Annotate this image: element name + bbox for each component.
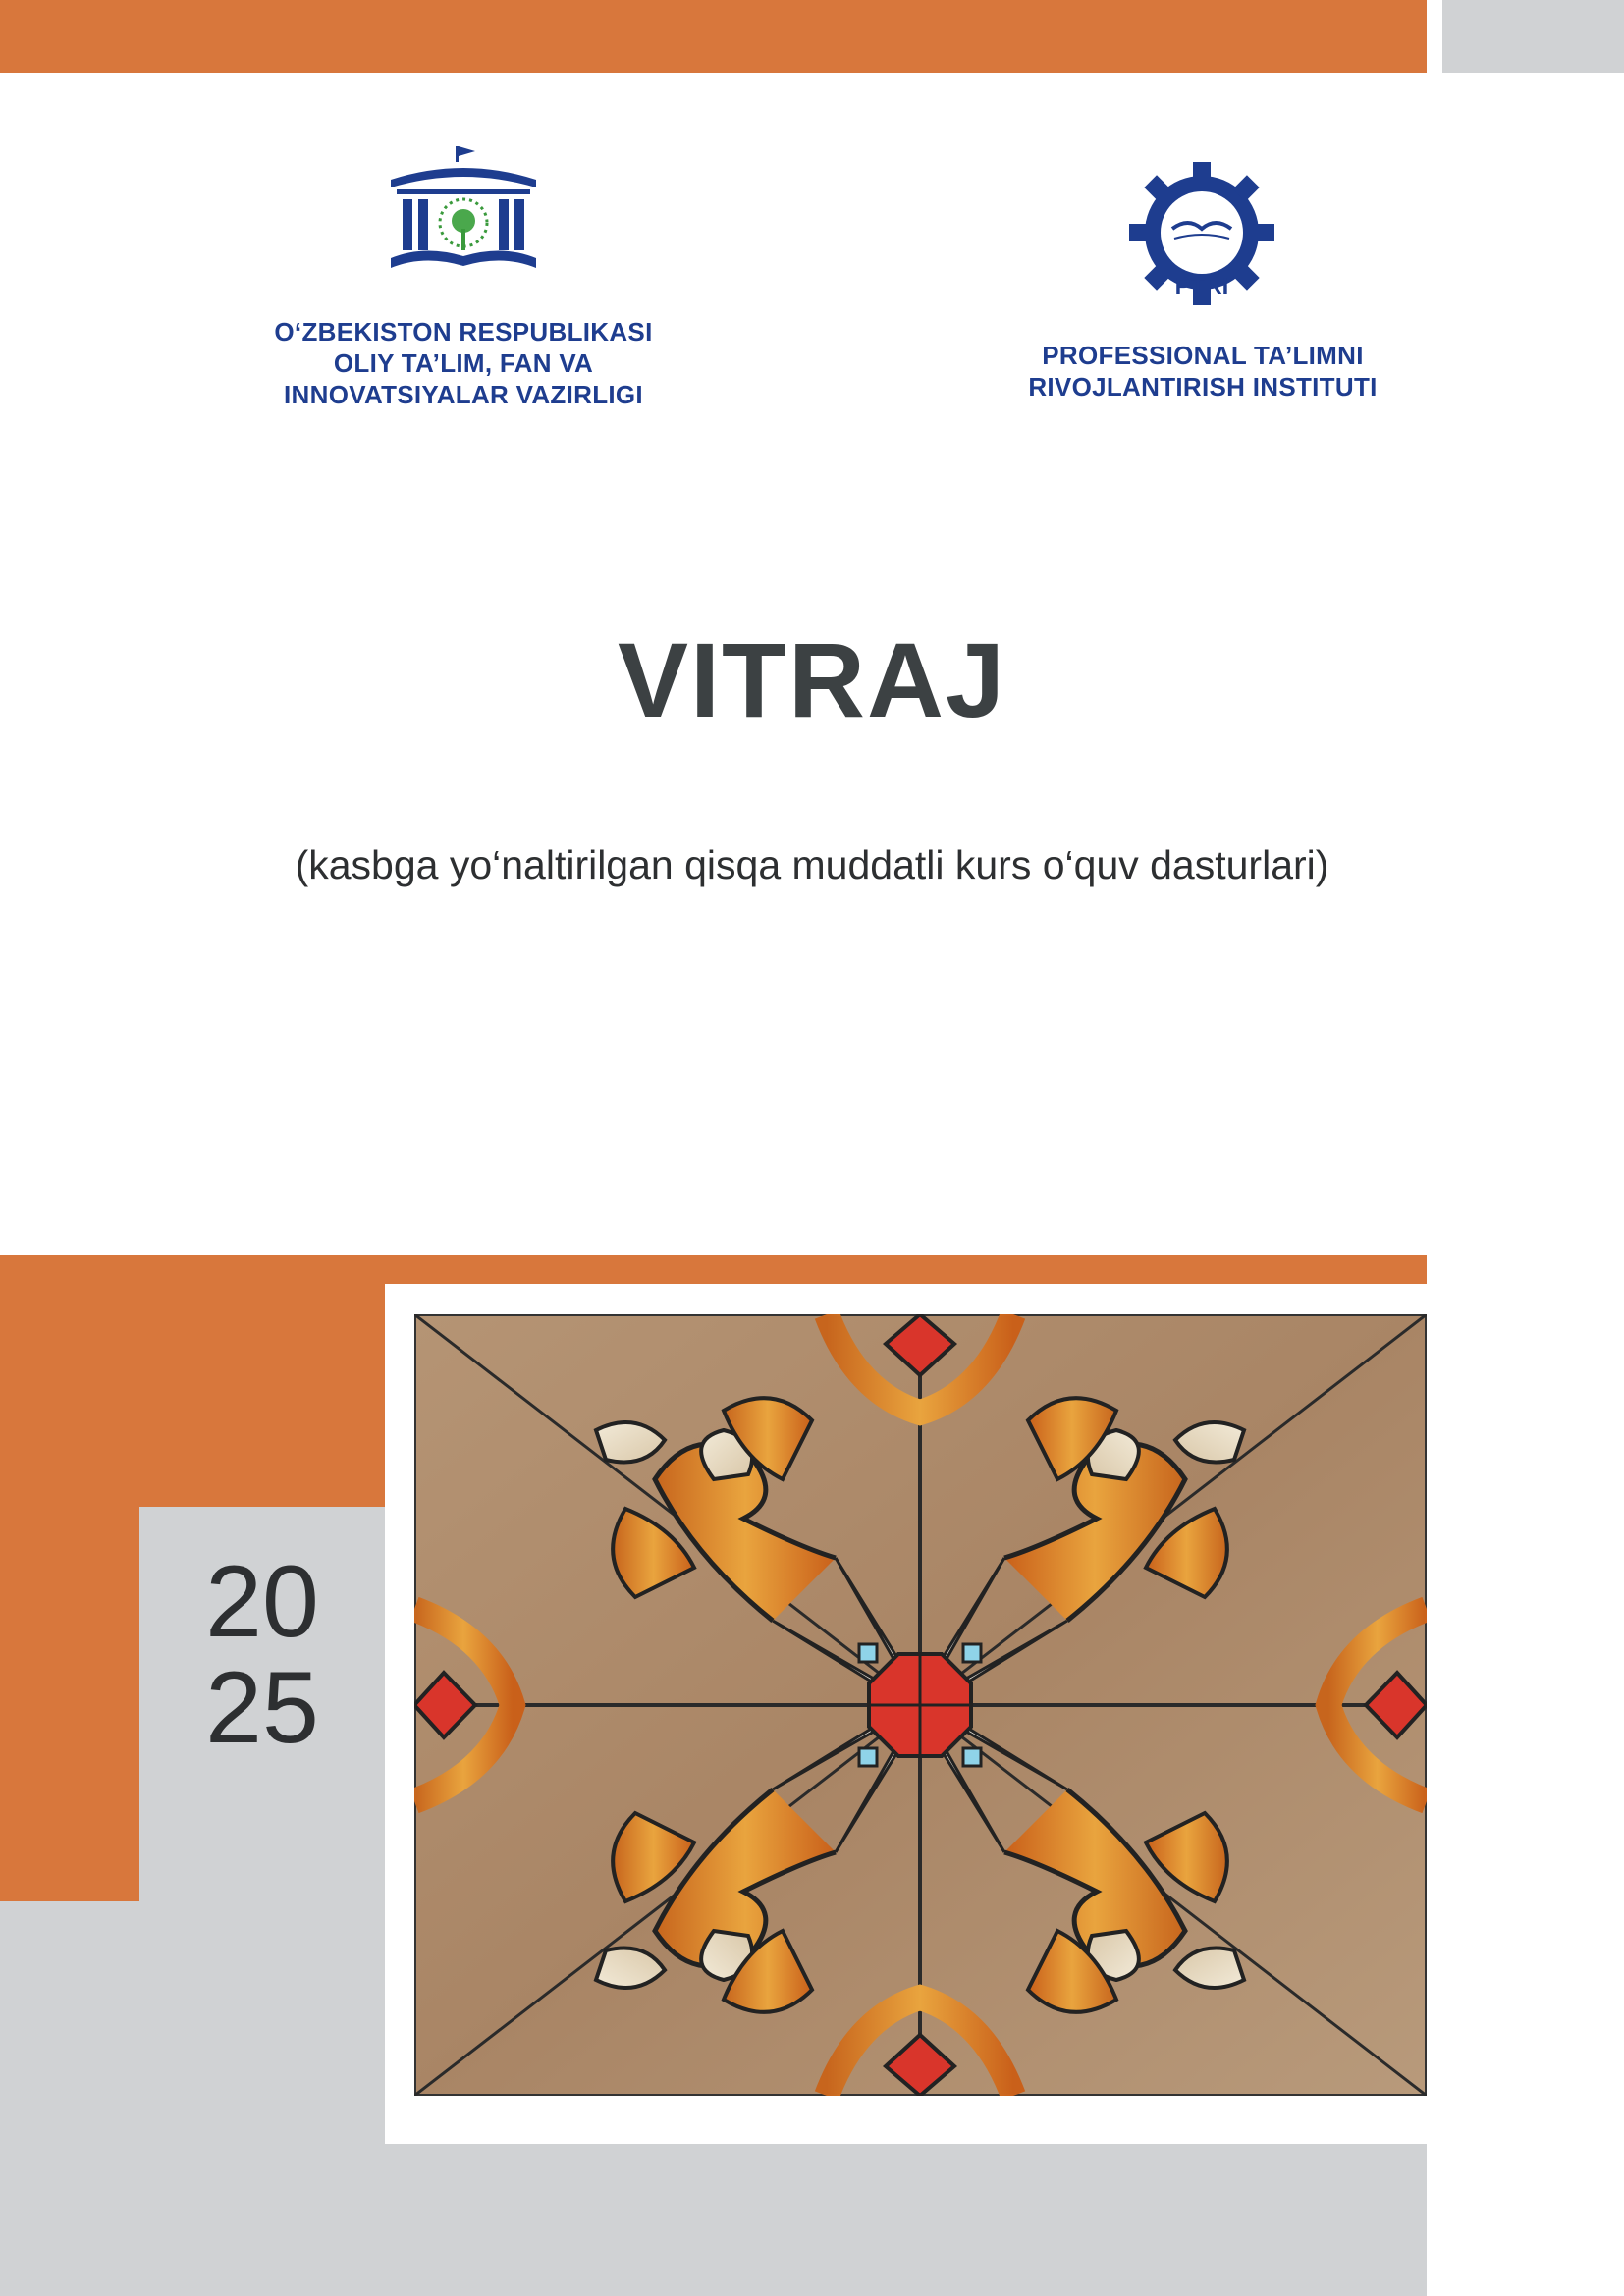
year-line-1: 20 <box>205 1545 319 1659</box>
institute-name-line-2: RIVOJLANTIRISH INSTITUTI <box>1028 372 1378 401</box>
page-subtitle: (kasbga yo‘naltirilgan qisqa muddatli kurs o‘quv dasturlari) <box>295 842 1329 887</box>
institute-name <box>982 340 1424 402</box>
ministry-name-line-3: INNOVATSIYALAR VAZIRLIGI <box>284 380 643 409</box>
ministry-name <box>228 316 699 410</box>
ministry-name-line-2: OLIY TA’LIM, FAN VA <box>333 348 594 378</box>
ministry-emblem-icon <box>385 142 542 280</box>
top-gray-bar <box>1442 0 1624 73</box>
page-title: VITRAJ <box>617 620 1007 739</box>
institute-name-line-1: PROFESSIONAL TA’LIMNI <box>1042 341 1364 370</box>
ministry-name-line-1: O‘ZBEKISTON RESPUBLIKASI <box>274 317 653 347</box>
stained-glass-window-image <box>414 1314 1427 2096</box>
top-orange-bar <box>0 0 1427 73</box>
year-line-2: 25 <box>205 1651 319 1765</box>
ptri-emblem-text: PTRI <box>1174 273 1229 299</box>
